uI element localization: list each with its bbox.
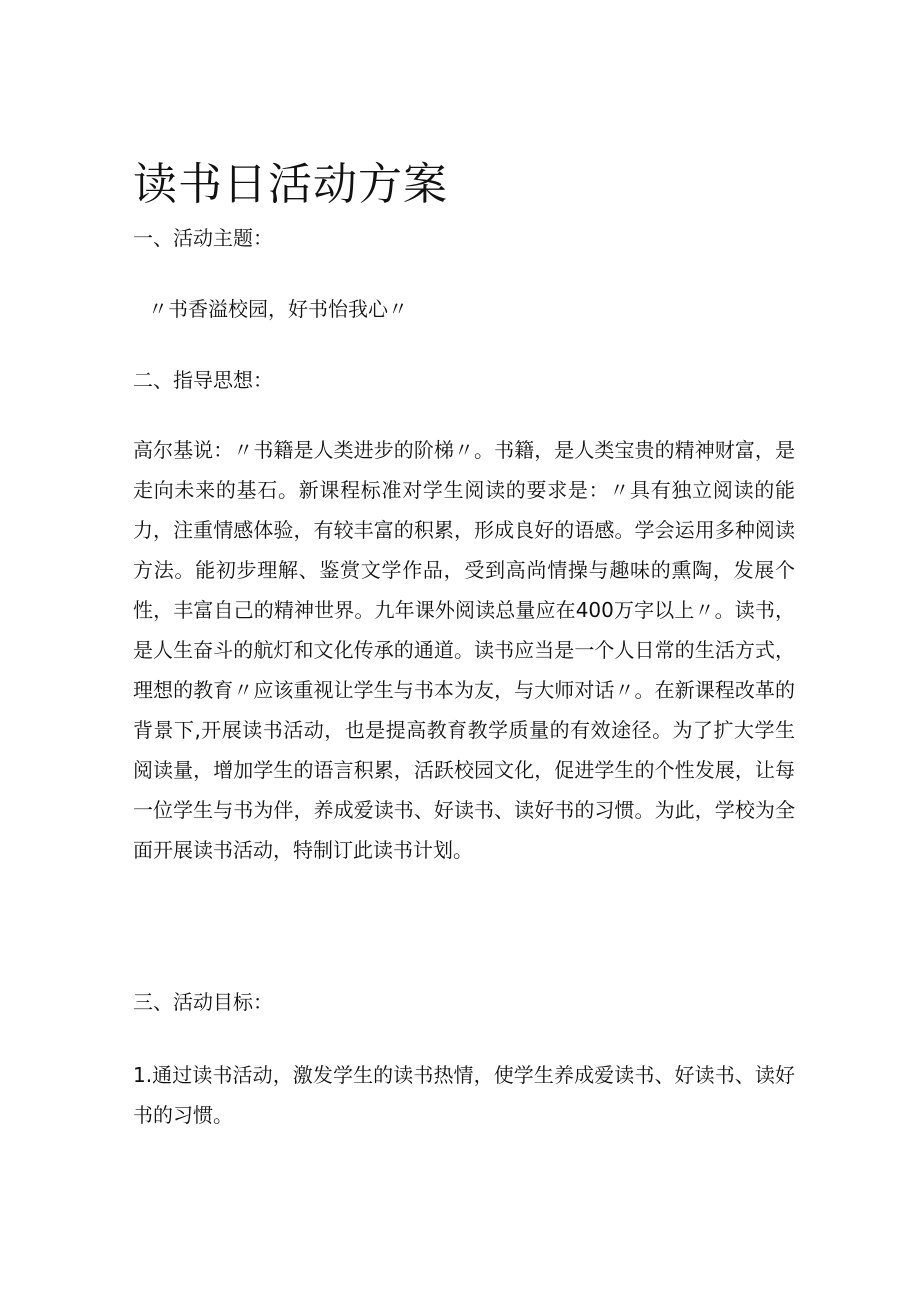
section-heading-goals: 三、活动目标： <box>133 990 273 1014</box>
section-heading-guiding-thought: 二、指导思想： <box>133 368 273 392</box>
section-heading-theme: 一、活动主题： <box>133 226 273 250</box>
goal-item-1: 1.通过读书活动，激发学生的读书热情，使学生养成爱读书、好读书、读好书的习惯。 <box>133 1063 795 1127</box>
document-title: 读书日活动方案 <box>133 159 448 211</box>
guiding-thought-paragraph: 高尔基说：〃书籍是人类进步的阶梯〃。书籍，是人类宝贵的精神财富，是走向未来的基石。新课程标准对学生阅读的要求是：〃具有独立阅读的能力，注重情感体验，有较丰富的积累，形成良好的语感。学会运用多种阅读方法。能初步理解、鉴赏文学作品，受到高尚情操与趣味的熏陶，发展个性，丰富自己的精神世界。九年课外阅读总量应在400万字以上〃。读书，是人生奋斗的航灯和文化传承的通道。读书应当是一个人日常的生活方式，理想的教育〃应该重视让学生与书本为友，与大师对话〃。在新课程改革的背景下,开展读书活动，也是提高教育教学质量的有效途径。为了扩大学生阅读量，增加学生的语言积累，活跃校园文化，促进学生的个性发展，让每一位学生与书为伴，养成爱读书、好读书、读好书的习惯。为此，学校为全面开展读书活动，特制订此读书计划。 <box>133 438 795 862</box>
activity-theme-text: 〃书香溢校园，好书怡我心〃 <box>148 297 408 321</box>
